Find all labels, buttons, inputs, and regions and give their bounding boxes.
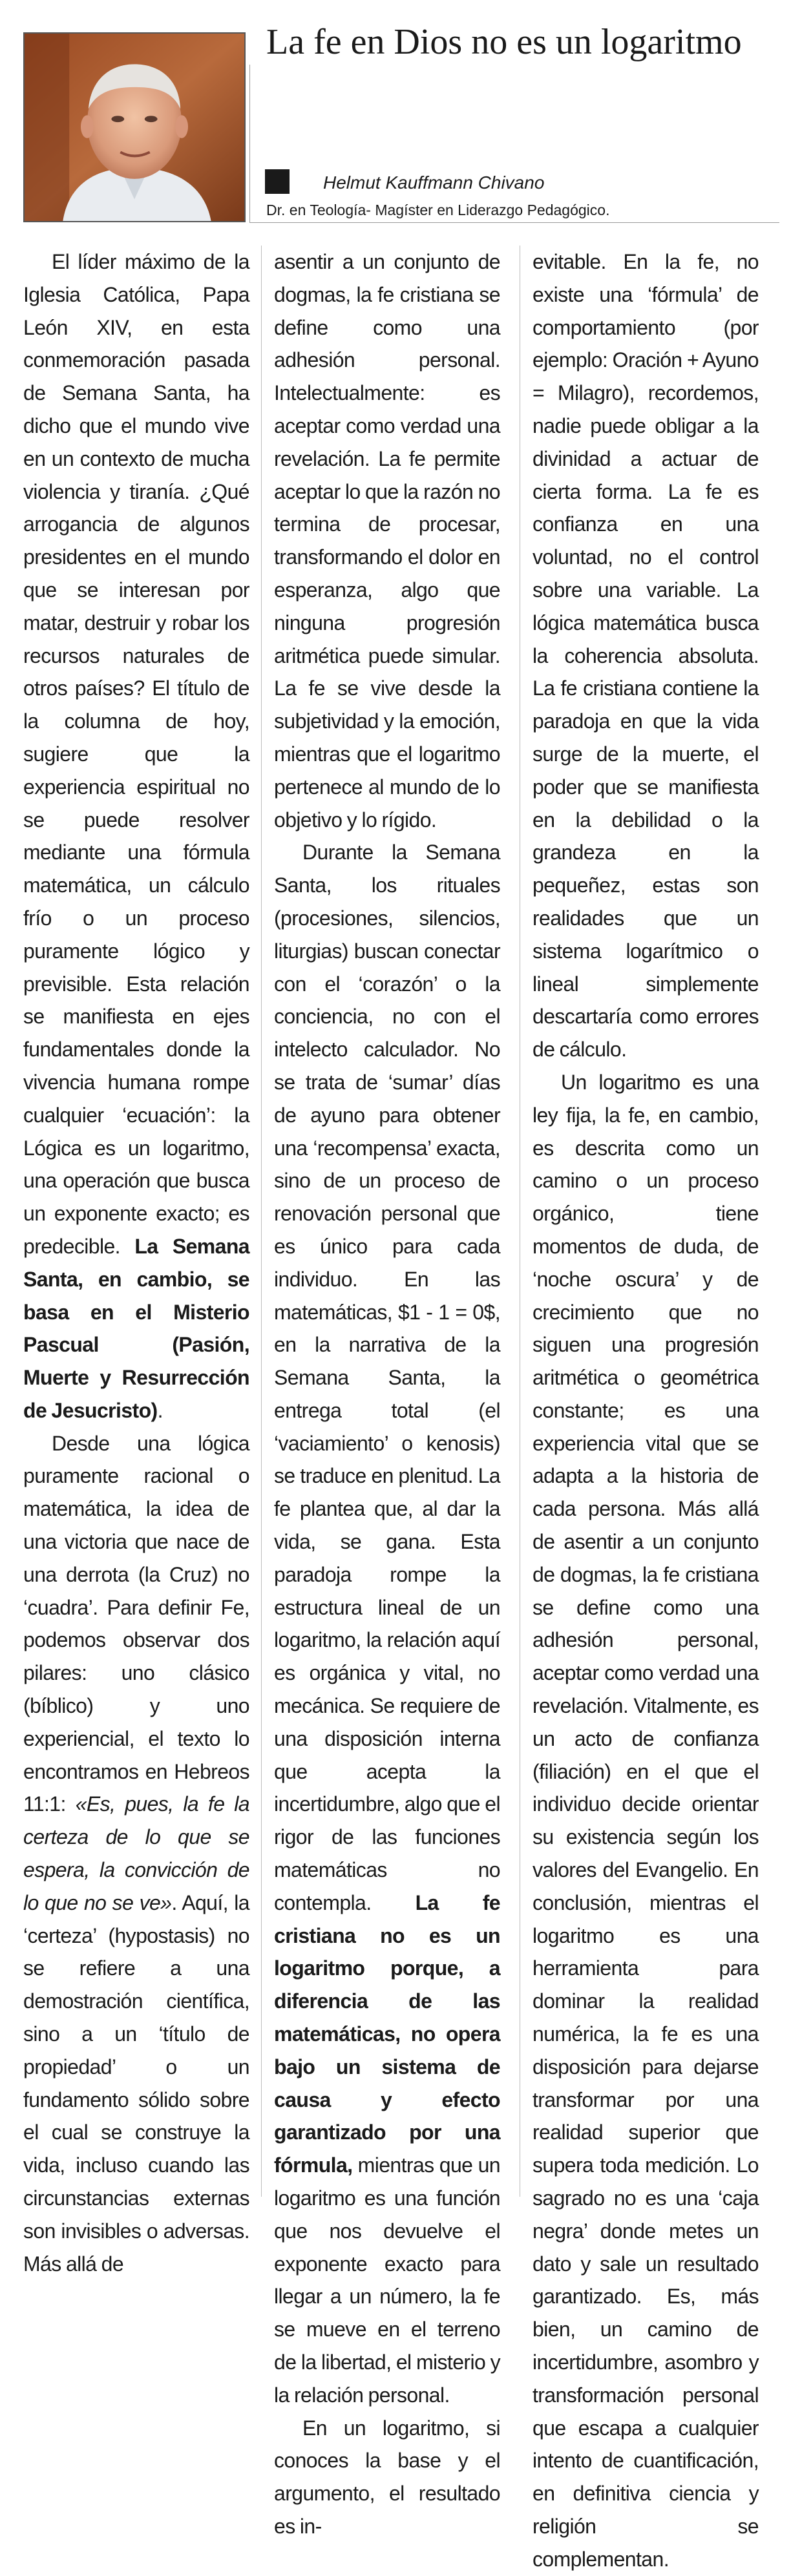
paragraph-text: . Aquí, la ‘certeza’ (hypostasis) no se refiere a una demostración científica, sino a un ‘título de propiedad’ o un fundamento sólido sobre el cual se construye la vida, incluso cuando las circunstancias externas son invisibles o adversas. Más allá de <box>23 1890 249 2276</box>
article-column-1 <box>23 246 249 2280</box>
header-vertical-rule <box>249 65 250 223</box>
author-portrait-image <box>25 34 244 221</box>
paragraph-text: El líder máximo de la Iglesia Católica, Papa León XIV, en esta conmemoración pasada de Semana Santa, ha dicho que el mundo vive en un contexto de mucha violencia y tiranía. ¿Qué arrogancia de algunos presidentes en el mundo que se interesan por matar, destruir y robar los recursos naturales de otros países? El título de la columna de hoy, sugiere que la experiencia espiritual no se puede resolver mediante una fórmula matemática, un cálculo frío o un proceso puramente lógico y previsible. Esta relación se manifiesta en ejes fundamentales donde la vivencia humana rompe cualquier ‘ecuación’: la Lógica es un logaritmo, una operación que busca un exponente exacto; es predecible. <box>23 250 249 1258</box>
paragraph: En un logaritmo, si conoces la base y el argumento, el resultado es in- <box>274 2416 500 2538</box>
author-square-mark <box>265 169 290 194</box>
article-column-2 <box>274 246 500 2543</box>
paragraph <box>274 836 500 2411</box>
author-photo <box>23 32 246 222</box>
article-column-3 <box>533 246 759 2576</box>
bold-text: La Semana Santa, en cambio, se basa en el Misterio Pascual (Pasión, Muerte y Resurrección de Jesucristo) <box>23 1234 249 1422</box>
paragraph-text: Durante la Semana Santa, los rituales (procesiones, silencios, liturgias) buscan conectar con el ‘corazón’ o la conciencia, no con el intelecto calculador. No se trata de ‘sumar’ días de ayuno para obtener una ‘recompensa’ exacta, sino de un proceso de renovación personal que es único para cada individuo. En las matemáticas, $1 - 1 = 0$, en la narrativa de la Semana Santa, la entrega total (el ‘vaciamiento’ o kenosis) se traduce en plenitud. La fe plantea que, al dar la vida, se gana. Esta paradoja rompe la estructura lineal de un logaritmo, la relación aquí es orgánica y vital, no mecánica. Se requiere de una disposición interna que acepta la incertidumbre, algo que el rigor de las funciones matemáticas no contempla. <box>274 841 500 1914</box>
paragraph-text: mientras que un logaritmo es una función que nos devuelve el exponente exacto para llegar a un número, la fe se mueve en el terreno de la libertad, el misterio y la relación personal. <box>274 2153 500 2407</box>
header-horizontal-rule <box>249 222 779 223</box>
article-header <box>0 0 791 233</box>
paragraph-text: Desde una lógica puramente racional o matemática, la idea de una victoria que nace de una derrota (la Cruz) no ‘cuadra’. Para definir Fe, podemos observar dos pilares: uno clásico (bíblico) y uno experiencial, el texto lo encontramos en Hebreos 11:1: <box>23 1431 249 1816</box>
bible-quote: «Es, pues, la fe la certeza de lo que se espera, la convicción de lo que no se ve» <box>23 1792 250 1914</box>
paragraph: asentir a un conjunto de dogmas, la fe cristiana se define como una adhesión personal. Intelectualmente: es aceptar como verdad una revelación. La fe permite aceptar lo que la razón no termina de procesar, transformando el dolor en esperanza, algo que ninguna progresión aritmética puede simular. La fe se vive desde la subjetividad y la emoción, mientras que el logaritmo pertenece al mundo de lo objetivo y lo rígido. <box>274 250 500 832</box>
author-name: Helmut Kauffmann Chivano <box>323 173 545 193</box>
paragraph-text: . <box>157 1398 163 1422</box>
paragraph: evitable. En la fe, no existe una ‘fórmula’ de comportamiento (por ejemplo: Oración + Ayuno = Milagro), recordemos, nadie puede obligar a la divinidad a actuar de cierta forma. La fe es confianza en una voluntad, no el control sobre una variable. La lógica matemática busca la coherencia absoluta. La fe cristiana contiene la paradoja en que la vida surge de la muerte, el poder que se manifiesta en la debilidad o la grandeza en la pequeñez, estas son realidades que un sistema logarítmico o lineal simplemente descartaría como errores de cálculo. <box>533 250 759 1062</box>
paragraph <box>23 246 249 1427</box>
paragraph: Un logaritmo es una ley fija, la fe, en cambio, es descrita como un camino o un proceso orgánico, tiene momentos de duda, de ‘noche oscura’ y de crecimiento que no siguen una progresión aritmética o geométrica constante; es una experiencia vital que se adapta a la historia de cada persona. Más allá de asentir a un conjunto de dogmas, la fe cristiana se define como una adhesión personal, aceptar como verdad una revelación. Vitalmente, es un acto de confianza (filiación) en el que el individuo decide orientar su existencia según los valores del Evangelio. En conclusión, mientras el logaritmo es una herramienta para dominar la realidad numérica, la fe es una disposición para dejarse transformar por una realidad superior que supera toda medición. Lo sagrado no es una ‘caja negra’ donde metes un dato y sale un resultado garantizado. Es, más bien, un camino de incertidumbre, asombro y transformación personal que escapa a cualquier intento de cuantificación, en definitiva ciencia y religión se complementan. <box>533 1070 759 2571</box>
paragraph <box>23 1427 249 2281</box>
column-divider <box>261 246 262 2197</box>
article-body <box>0 246 791 2571</box>
author-credential: Dr. en Teología- Magíster en Liderazgo Pedagógico. <box>266 202 610 218</box>
bold-text: La fe cristiana no es un logaritmo porque, a diferencia de las matemáticas, no opera bajo un sistema de causa y efecto garantizado por una fórmula, <box>274 1890 500 2177</box>
article-title: La fe en Dios no es un logaritmo <box>266 22 742 62</box>
